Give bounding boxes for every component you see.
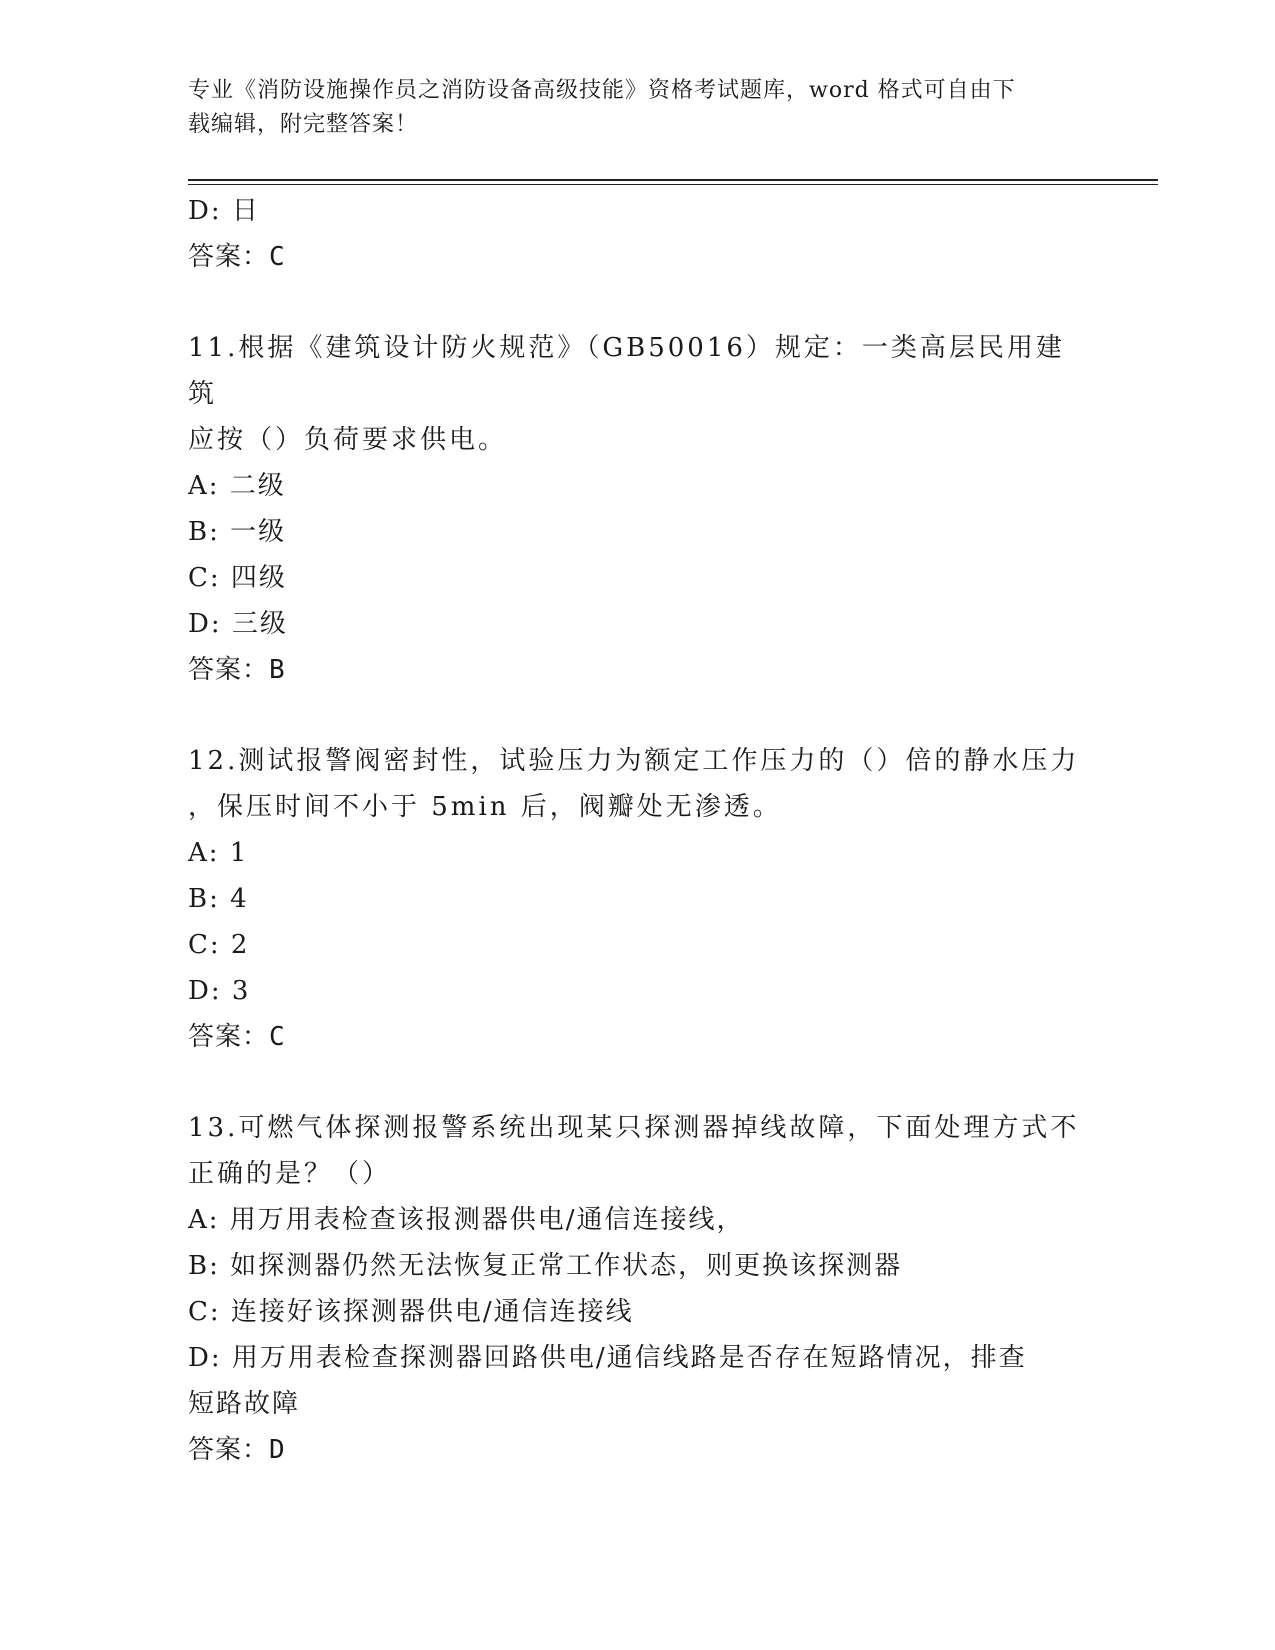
question-stem-line-1: 13.可燃气体探测报警系统出现某只探测器掉线故障，下面处理方式不 [188, 1113, 1080, 1143]
header-note [188, 74, 1088, 142]
option-b: B: 如探测器仍然无法恢复正常工作状态，则更换该探测器 [188, 1251, 903, 1281]
option-c: C: 四级 [188, 563, 287, 593]
answer-label: 答案： [188, 242, 270, 272]
answer-label: 答案： [188, 1435, 270, 1465]
header-note-line-1: 专业《消防设施操作员之消防设备高级技能》资格考试题库，word 格式可自由下 [188, 78, 1016, 103]
header-note-line-2: 载编辑，附完整答案！ [188, 112, 419, 137]
option-c: C: 2 [188, 930, 250, 960]
answer [188, 1014, 1088, 1060]
option-d-continuation: 短路故障 [188, 1389, 301, 1419]
spacer [188, 280, 1088, 325]
prev-answer [188, 234, 1088, 280]
question-stem-line-2: 应按（）负荷要求供电。 [188, 425, 508, 455]
answer-label: 答案： [188, 1022, 270, 1052]
question-content [188, 188, 1088, 1473]
option-a: A: 二级 [188, 471, 286, 501]
answer-label: 答案： [188, 655, 270, 685]
question-stem-line-2: 正确的是？（） [188, 1159, 392, 1189]
answer-value: C [269, 242, 286, 272]
question-stem-line-1: 12.测试报警阀密封性，试验压力为额定工作压力的（）倍的静水压力 [188, 746, 1080, 776]
answer-value: C [269, 1022, 286, 1052]
answer-value: B [269, 655, 286, 685]
question-stem-line-1: 11.根据《建筑设计防火规范》（GB50016）规定：一类高层民用建筑 [188, 333, 1065, 409]
option-a: A: 用万用表检查该报测器供电/通信连接线， [188, 1205, 745, 1235]
question-12 [188, 738, 1088, 1060]
option-d: D: 三级 [188, 609, 288, 639]
option-b: B: 4 [188, 884, 249, 914]
option-d: D: 用万用表检查探测器回路供电/通信线路是否存在短路情况，排查 [188, 1343, 1027, 1373]
option-c: C: 连接好该探测器供电/通信连接线 [188, 1297, 634, 1327]
option-d: D: 3 [188, 976, 251, 1006]
question-13 [188, 1105, 1088, 1473]
prev-option-d: D: 日 [188, 196, 260, 226]
spacer [188, 693, 1088, 738]
option-a: A: 1 [188, 838, 249, 868]
spacer [188, 1060, 1088, 1105]
answer-value: D [269, 1435, 286, 1465]
header-divider-thin [188, 184, 1158, 185]
question-11 [188, 325, 1088, 693]
answer [188, 1427, 1088, 1473]
option-b: B: 一级 [188, 517, 287, 547]
question-stem-line-2: ，保压时间不小于 5min 后，阀瓣处无渗透。 [188, 792, 782, 822]
answer [188, 647, 1088, 693]
header-divider-thick [188, 179, 1158, 181]
